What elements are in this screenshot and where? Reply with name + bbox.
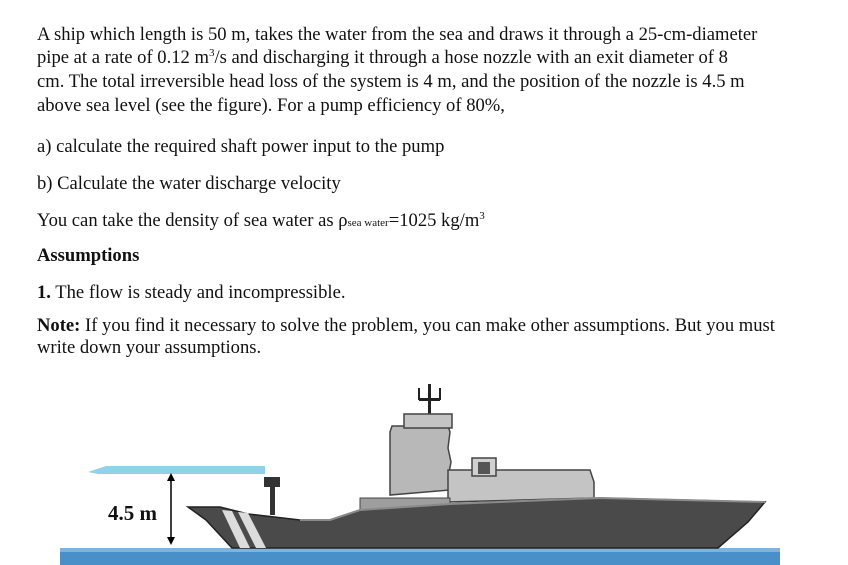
deckhouse [448,470,594,502]
density-line: You can take the density of sea water as ρsea water=1025 $kg/m^3$ [37,209,485,231]
nozzle [264,477,280,487]
arrow-down-icon [167,537,175,545]
water-jet [88,466,265,474]
part-a: a) calculate the required shaft power input to the pump [37,136,445,157]
nozzle-pipe [270,487,275,515]
bridge-top [404,414,452,428]
note-line-2: write down your assumptions. [37,337,262,358]
deck-box-window [478,462,490,474]
mast-crossbar [419,398,440,401]
statement-line-4: above sea level (see the figure). For a pump efficiency of 80%, [37,95,505,116]
bridge-tower [390,426,451,495]
mast-antenna-left [418,388,420,400]
mast-antenna-right [439,388,441,400]
note-line-1: Note: If you find it necessary to solve the problem, you can make other assumptions. But you must [37,315,775,336]
statement-line-1: A ship which length is 50 m, takes the water from the sea and draws it through a 25-cm-diameter [37,24,758,45]
assumption-1: 1. The flow is steady and incompressible. [37,282,346,303]
part-b: b) Calculate the water discharge velocity [37,173,341,194]
arrow-up-icon [167,473,175,481]
ship-figure [0,370,848,565]
assumptions-heading: Assumptions [37,245,140,266]
height-label: 4.5 m [108,501,157,525]
statement-line-3: cm. The total irreversible head loss of the system is 4 m, and the position of the nozzle is 4.5 m [37,71,745,92]
statement-line-2: pipe at a rate of 0.12 $m^3/s$ and discharging it through a hose nozzle with an exit diameter of 8 [37,46,728,68]
